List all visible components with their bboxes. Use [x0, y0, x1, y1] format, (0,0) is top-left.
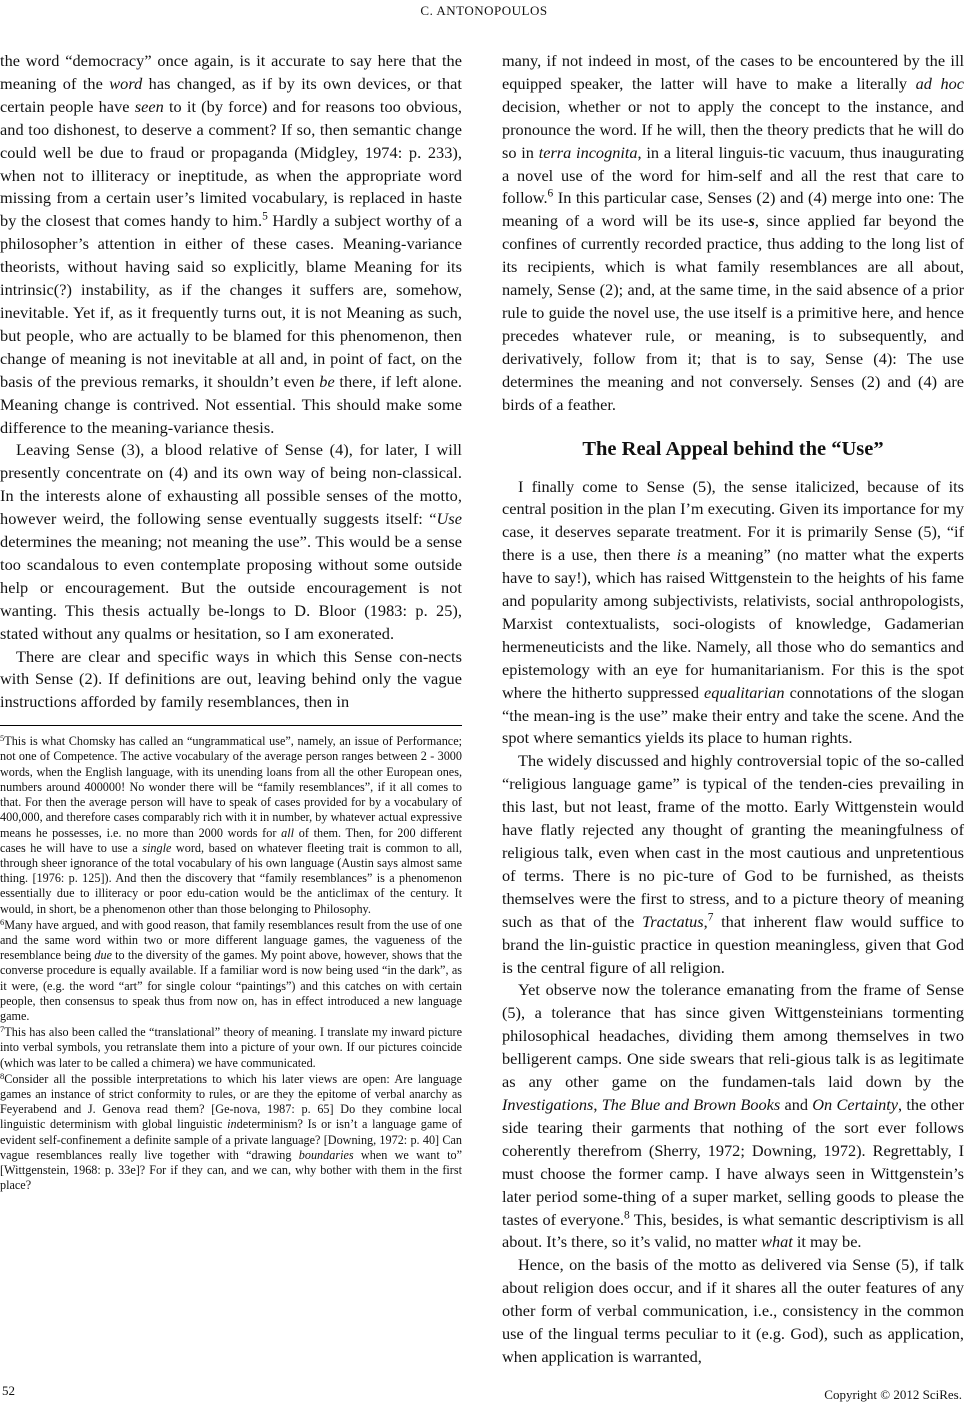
- italic-text: what: [761, 1232, 793, 1252]
- footnote-5: [0, 734, 462, 916]
- italic-text: word: [109, 73, 143, 93]
- left-column: [0, 50, 462, 1194]
- text-run: that inherent flaw would suffice to brand the lin-guistic practice in question meaningless, given that God is the central figure of all religion.: [502, 911, 965, 977]
- italic-text: Investigations: [502, 1094, 594, 1114]
- text-run: when we want to” [Wittgenstein, 1968: p. 33e]? For if they can, and we can, why bother with them in the first place?: [0, 1147, 462, 1193]
- body-paragraph: [502, 750, 964, 979]
- text-run: , the other side tearing their garments that nothing of the sort ever follows coherently therefrom (Sherry, 1972; Downing, 1972). Regrettably, I must choose the former camp. I have always seen in Wittgenstein’s later period some-thing of a super market, selling goods to please the tastes of everyone.: [502, 1094, 965, 1229]
- italic-text: is: [676, 545, 688, 565]
- text-run: there, if left alone. Meaning change is contrived. Not essential. This should make some difference to the meaning-variance thesis.: [0, 371, 462, 437]
- text-run: This, besides, is what semantic descriptivism is all about. It’s there, so it’s valid, no matter: [502, 1209, 964, 1252]
- text-run: connotations of the slogan “the mean-ing is the use” make their entry and take the scene. And the spot where semantics yields its place to human rights.: [502, 682, 964, 748]
- italic-text: due: [94, 948, 112, 963]
- text-run: , in a literal linguis-tic vacuum, thus inaugurating a novel use of the word for him-self and all the rest that care to follow.: [502, 142, 964, 208]
- text-run: This has also been called the “translational” theory of meaning. I translate my inward picture into verbal symbols, you retranslate them into a picture of your own. If our pictures coincide (which was later to be called a chimera) we have communicated.: [0, 1025, 462, 1070]
- section-heading: The Real Appeal behind the “Use”: [582, 437, 884, 460]
- body-paragraph: [502, 979, 964, 1254]
- italic-text: single: [142, 840, 172, 855]
- text-run: There are clear and specific ways in which this Sense con-nects with Sense (2). If definitions are out, leaving behind only the vague instructions afforded by family resemblances, then in: [0, 646, 462, 712]
- text-run: The widely discussed and highly controversial topic of the so-called “religious language game” is typical of the tenden-cies prevailing in this last, but not least, frame of the motto. Early Wittgenstein would have flatly rejected any thought of granting the meaningfulness of religious talk, even when cast in the most cautious and unpretentious of terms. There is no pic-ture of God to be furnished, as theists themselves were the first to stress, and to a picture theory of meaning such as that of the: [502, 751, 964, 931]
- footnote-marker: 6: [0, 916, 5, 927]
- text-run: Yet observe now the tolerance emanating from the frame of Sense (5), a tolerance that has since given Wittgensteinians tormenting philosophical headaches, dividing them among themselves in two belligerent camps. One side swears that reli-gious talk is as legitimate as any other game on the fundamen-tals laid down by the: [502, 980, 964, 1092]
- italic-text: terra incognita: [538, 142, 638, 162]
- text-run: Hence, on the basis of the motto as delivered via Sense (5), if talk about religion does occur, and if it shares all the outer features of any other form of verbal communication, i.e., consistency in the common use of the lingual terms peculiar to it (e.g. God), such as application, when application is warranted,: [502, 1255, 964, 1366]
- footnote-marker: 8: [0, 1070, 5, 1081]
- footnote-marker: 7: [0, 1024, 5, 1035]
- italic-text: seen: [134, 96, 164, 116]
- body-paragraph: [0, 439, 462, 645]
- body-paragraph: [0, 50, 462, 439]
- text-run: ,: [593, 1094, 602, 1114]
- italic-text: boundaries: [298, 1147, 354, 1162]
- text-run: I finally come to Sense (5), the sense italicized, because of its central position in the plan I’m executing. Given its importance for my case, it deserves separate treatment. For it is primarily Sense (5), “if there is a use, then there: [502, 476, 964, 565]
- text-run: Hardly a subject worthy of a philosopher’s attention in either of these cases. Meaning-variance theorists, without having said so explicitly, blame Meaning for its intrinsic(?) instability, as if the changes it suffers are, somehow, inevitable. Yet if, as it frequently turns out, it is not Meaning as such, but people, who are actually to be blamed for this phenomenon, then change of meaning is not inevitable at all and, in point of fact, on the basis of the previous remarks, it shouldn’t even: [0, 211, 462, 391]
- footnote-marker: 6: [547, 188, 554, 201]
- italic-text: all: [281, 825, 294, 840]
- italic-text: equalitarian: [704, 682, 785, 702]
- body-paragraph: [0, 646, 462, 715]
- text-run: word, based on whatever fleeting trait is common to all, through sheer ignorance of the total vocabulary of his own language (Austin says almost same thing. [1976: p. 125]). And then the discovery that “family resemblances” is a phenomenon essentially due to illiteracy or poor edu-cation would be the anticlimax of the century. It would, in short, be a phenomenon other than those belonging to Philosophy.: [0, 840, 463, 916]
- page-number: 52: [2, 1383, 15, 1398]
- copyright-notice: Copyright © 2012 SciRes.: [824, 1387, 962, 1402]
- text-run: In this particular case, Senses (2) and (4) merge into one: The meaning of a word will be its use-: [502, 188, 964, 231]
- footnote-marker: 5: [0, 733, 5, 744]
- italic-text: s: [748, 211, 755, 231]
- text-run: and: [780, 1094, 813, 1114]
- footnote-divider: [0, 725, 462, 726]
- italic-text: in: [227, 1117, 237, 1132]
- text-run: of them. Then, for 200 different cases he will have to use a: [0, 825, 462, 855]
- text-run: decision, whether or not to apply the concept to the instance, and pronounce the word. If he will, then the theory predicts that he will do so in: [502, 96, 964, 162]
- footnote-marker: 8: [624, 1209, 630, 1222]
- text-run: Many have argued, and with good reason, that family resemblances result from the use of one and the same word within two or more different language games, the vagueness of the resemblance being: [0, 917, 462, 963]
- italic-text: be: [319, 371, 335, 391]
- text-run: has changed, as if by its own devices, or that certain people have: [0, 73, 462, 116]
- text-run: This is what Chomsky has called an “ungrammatical use”, namely, an issue of Performance; not one of Competence. The active vocabulary of the average person ranges between 2 - 3000 words, when the English language, with its unending loans from all the other European ones, numbers around 400000! No wonder there will be “family resemblances”, if it all comes to that. For then the average person will have to speak of cases provided for by a vocabulary of 400,000, and therefore cases comparably rich with it in number, by whatever actual expressive means he possesses, i.e. no more than 2000 words for: [0, 734, 462, 840]
- text-run: it may be.: [792, 1232, 862, 1252]
- right-column: [502, 50, 964, 1369]
- text-run: determines the meaning; not meaning the use”. This would be a sense too scandalous to even contemplate proposing without some outside help or encouragement. But the outside encouragement is not wanting. This thesis actually be-longs to D. Bloor (1983: p. 25), stated without any qualms or hesitation, so I am exonerated.: [0, 532, 462, 643]
- body-paragraph: [502, 476, 964, 751]
- italic-text: The Blue and Brown Books: [601, 1094, 781, 1114]
- body-paragraph: [502, 1254, 964, 1369]
- italic-text: Tractatus: [642, 911, 704, 931]
- text-run: Consider all the possible interpretations to which his later views are open: Are language games an instance of strict conformity to rules, or are they the epitome of verbal anarchy as Feyerabend and J. Genova read them? [Ge-nova, 1987: p. 65] Do they combine local linguistic determinism with global linguistic: [0, 1071, 462, 1132]
- italic-text: ad hoc: [915, 73, 964, 93]
- text-run: many, if not indeed in most, of the cases to be encountered by the ill equipped speaker, the latter will have to make a literally: [502, 51, 964, 93]
- body-paragraph: [502, 50, 964, 417]
- text-run: ,: [703, 911, 708, 931]
- text-run: , since applied far beyond the confines of currently recorded practice, thus adding to the long list of its recipients, which is what family resemblances are all about, namely, Sense (2); and, at the same time, in the said absence of a prior rule to guide the novel use, the use itself is a primitive here, and hence precedes whatever rule, or meaning, is to subsequently, and derivatively, follow from it; that is to say, Sense (4): The use determines the meaning and not conversely. Senses (2) and (4) are birds of a feather.: [502, 211, 964, 414]
- text-run: determinism? Is or isn’t a language game of evident self-confinement a definite sample of a private language? [Downing, 1972: p. 40] Can vague resemblances really live together with “drawing: [0, 1117, 462, 1162]
- text-run: the word “democracy” once again, is it accurate to say here that the meaning of the: [0, 51, 462, 93]
- running-head: C. ANTONOPOULOS: [420, 3, 548, 18]
- text-run: a meaning” (no matter what the experts have to say!), which has raised Wittgenstein to the heights of his fame and popularity among subjectivists, relativists, social anthropologists, Marxist contextualists, soci-ologists of knowledge, Gadamerian hermeneuticists and the like. Namely, all those who do semantics and epistemology with an eye for humanitarianism. For this is the spot where the hitherto suppressed: [502, 545, 964, 702]
- text-run: Leaving Sense (3), a blood relative of Sense (4), for later, I will presently concentrate on (4) and its own way of being non-classical. In the interests alone of exhausting all possible senses of the motto, however weird, the following sense eventually suggests itself: “: [0, 440, 462, 529]
- footnote-7: [0, 1025, 462, 1071]
- italic-text: Use: [436, 509, 462, 529]
- italic-text: On Certainty: [812, 1094, 898, 1114]
- text-run: to it (by force) and for reasons too obvious, and too dishonest, to deserve a comment? If so, then semantic change could well be due to fraud or propaganda (Midgley, 1974: p. 233), when not to illiteracy or ineptitude, as when the appropriate word missing from a certain user’s limited vocabulary, is replaced in haste by the closest that comes handy to him.: [0, 96, 462, 231]
- footnote-8: [0, 1072, 462, 1194]
- footnote-marker: 7: [707, 911, 714, 924]
- text-run: to the diversity of the games. My point above, however, shows that the converse procedure is equally available. If a familiar word is now being used “in the dark”, as it were, (e.g. the word “art” for single colour “paintings”) and this catches on with certain people, then consensus to speak thus from now on, has in effect introduced a new language game.: [0, 948, 462, 1023]
- footnote-6: [0, 918, 462, 1024]
- footnote-marker: 5: [262, 211, 268, 224]
